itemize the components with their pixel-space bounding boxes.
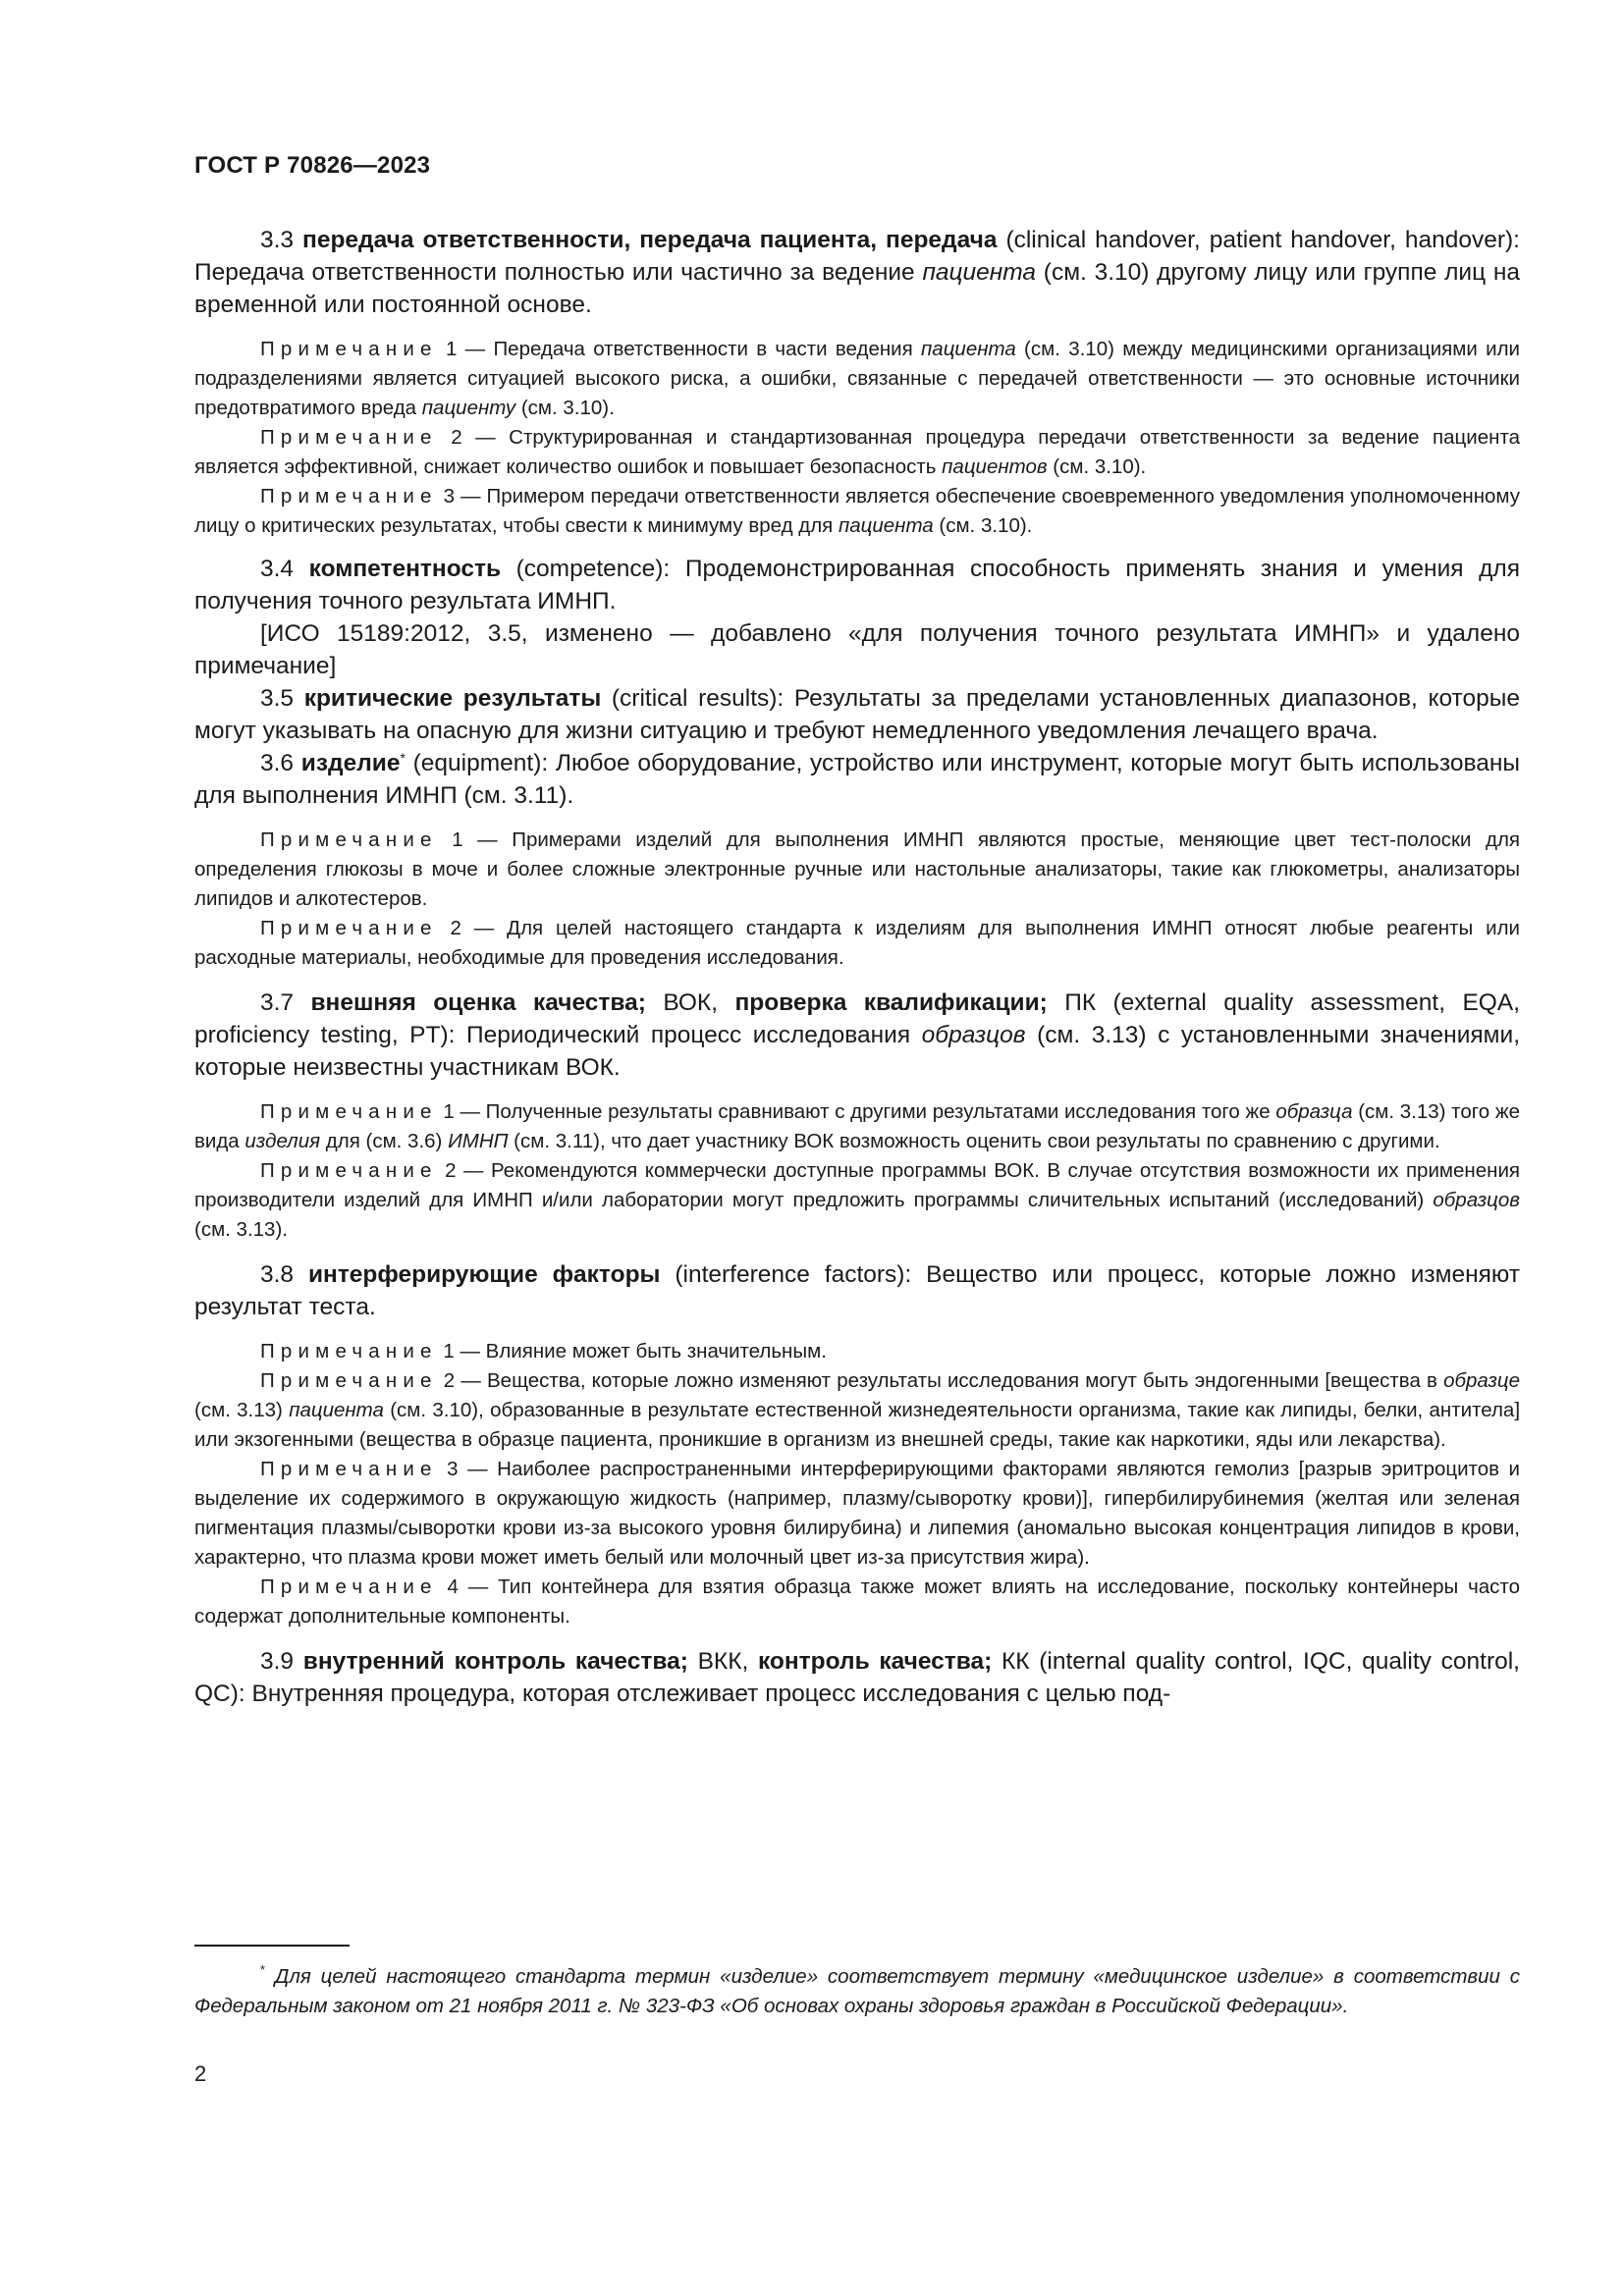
note-label: Примечание xyxy=(260,1159,438,1182)
term-number: 3.4 xyxy=(260,556,309,582)
note-label: Примечание xyxy=(260,917,438,939)
note-label: Примечание xyxy=(260,485,438,507)
document-body xyxy=(194,224,1520,1710)
term-number: 3.6 xyxy=(260,750,301,776)
footnote-separator xyxy=(194,1945,350,1947)
document-header: ГОСТ Р 70826—2023 xyxy=(194,152,431,179)
note-3-8-3: Примечание 3 — Наиболее распространенными интерферирующими факторами являются гемолиз [разрыв эритроцитов и выделение их содержимого в окружающую жидкость (например, плазму/сыворотку крови)], гипербилирубинемия (желтая или зеленая пигментация плазмы/сыворотки крови из-за высокого уровня билирубина) и липемия (аномально высокая концентрация липидов в крови, характерно, что плазма крови может иметь белый или молочный цвет из-за присутствия жира). xyxy=(194,1458,1520,1569)
term-3-8: 3.8 интерферирующие факторы (interference factors): Вещество или процесс, которые ложно изменяют результат теста. xyxy=(194,1261,1520,1320)
note-label: Примечание xyxy=(260,1369,438,1392)
footnote-text: Для целей настоящего стандарта термин «изделие» соответствует термину «медицинское изделие» в соответствии с Федеральным законом от 21 ноября 2011 г. № 323-ФЗ «Об основах охраны здоровья граждан в Российской Федерации». xyxy=(194,1965,1520,2017)
note-label: Примечание xyxy=(260,338,438,360)
note-3-6-1: Примечание 1 — Примерами изделий для выполнения ИМНП являются простые, меняющие цвет тест-полоски для определения глюкозы в моче и более сложные электронные ручные или настольные анализаторы, такие как глюкометры, анализаторы липидов и алкотестеров. xyxy=(194,828,1520,910)
term-name-alt: контроль качества; xyxy=(757,1648,993,1675)
note-label: Примечание xyxy=(260,828,438,851)
term-3-9: 3.9 внутренний контроль качества; ВКК, контроль качества; КК (internal quality control, IQC, quality control, QC): Внутренняя процедура, которая отслеживает процесс исследования с целью под- xyxy=(194,1648,1520,1707)
term-number: 3.8 xyxy=(260,1261,308,1288)
term-number: 3.7 xyxy=(260,989,311,1016)
term-3-5: 3.5 критические результаты (critical results): Результаты за пределами установленных диапазонов, которые могут указывать на опасную для жизни ситуацию и требуют немедленного уведомления лечащего врача. xyxy=(194,685,1520,744)
note-3-3-3: Примечание 3 — Примером передачи ответственности является обеспечение своевременного уведомления уполномоченному лицу о критических результатах, чтобы свести к минимуму вред для пациента (см. 3.10). xyxy=(194,485,1520,537)
term-number: 3.3 xyxy=(260,227,303,253)
note-label: Примечание xyxy=(260,1458,438,1480)
term-name: внешняя оценка качества; xyxy=(310,989,646,1016)
term-3-4-source: [ИСО 15189:2012, 3.5, изменено — добавлено «для получения точного результата ИМНП» и удалено примечание] xyxy=(194,620,1520,679)
note-label: Примечание xyxy=(260,1100,438,1123)
term-name: внутренний контроль качества; xyxy=(302,1648,688,1675)
note-3-8-1: Примечание 1 — Влияние может быть значительным. xyxy=(260,1340,827,1362)
term-3-3: 3.3 передача ответственности, передача пациента, передача (clinical handover, patient handover, handover): Передача ответственности полностью или частично за ведение пациента (см. 3.10) другому лицу или группе лиц на временной или постоянной основе. xyxy=(194,227,1520,318)
term-number: 3.9 xyxy=(260,1648,303,1675)
term-name-alt: проверка квалификации; xyxy=(734,989,1048,1016)
footnote-marker: * xyxy=(400,750,406,766)
note-3-3-1: Примечание 1 — Передача ответственности в части ведения пациента (см. 3.10) между медицинскими организациями или подразделениями является ситуацией высокого риска, а ошибки, связанные с передачей ответственности — это основные источники предотвратимого вреда пациенту (см. 3.10). xyxy=(194,338,1520,419)
note-label: Примечание xyxy=(260,426,438,449)
term-name: интерферирующие факторы xyxy=(307,1261,661,1288)
note-3-8-2: Примечание 2 — Вещества, которые ложно изменяют результаты исследования могут быть эндогенными [вещества в образце (см. 3.13) пациента (см. 3.10), образованные в результате естественной жизнедеятельности организма, такие как липиды, белки, антитела] или экзогенными (вещества в образце пациента, проникшие в организм из внешней среды, такие как наркотики, яды или лекарства). xyxy=(194,1369,1521,1451)
term-number: 3.5 xyxy=(260,685,304,712)
note-3-8-4: Примечание 4 — Тип контейнера для взятия образца также может влиять на исследование, поскольку контейнеры часто содержат дополнительные компоненты. xyxy=(194,1575,1520,1628)
note-3-3-2: Примечание 2 — Структурированная и стандартизованная процедура передачи ответственности за ведение пациента является эффективной, снижает количество ошибок и повышает безопасность пациентов (см. 3.10). xyxy=(194,426,1520,478)
term-name: критические результаты xyxy=(303,685,602,712)
page-number: 2 xyxy=(194,2061,207,2086)
note-label: Примечание xyxy=(260,1575,438,1598)
term-name: передача ответственности, передача пациента, передача xyxy=(302,227,998,253)
term-name: изделие xyxy=(300,750,401,776)
note-3-7-1: Примечание 1 — Полученные результаты сравнивают с другими результатами исследования того же образца (см. 3.13) того же вида изделия для (см. 3.6) ИМНП (см. 3.11), что дает участнику ВОК возможность оценить свои результаты по сравнению с другими. xyxy=(194,1100,1520,1152)
footnote-marker: * xyxy=(260,1962,266,1977)
term-3-6: 3.6 изделие* (equipment): Любое оборудование, устройство или инструмент, которые могут быть использованы для выполнения ИМНП (см. 3.11). xyxy=(194,750,1520,809)
term-name: компетентность xyxy=(308,556,502,582)
term-3-4: 3.4 компетентность (competence): Продемонстрированная способность применять знания и умения для получения точного результата ИМНП. xyxy=(194,556,1520,614)
term-3-7: 3.7 внешняя оценка качества; ВОК, проверка квалификации; ПК (external quality assessment, EQA, proficiency testing, PT): Периодический процесс исследования образцов (см. 3.13) с установленными значениями, которые неизвестны участникам ВОК. xyxy=(194,989,1521,1081)
footnote xyxy=(194,1962,1520,2021)
note-3-6-2: Примечание 2 — Для целей настоящего стандарта к изделиям для выполнения ИМНП относят любые реагенты или расходные материалы, необходимые для проведения исследования. xyxy=(194,917,1520,969)
note-label: Примечание xyxy=(260,1340,438,1362)
note-3-7-2: Примечание 2 — Рекомендуются коммерчески доступные программы ВОК. В случае отсутствия возможности их применения производители изделий для ИМНП и/или лаборатории могут предложить программы сличительных испытаний (исследований) образцов (см. 3.13). xyxy=(194,1159,1520,1241)
